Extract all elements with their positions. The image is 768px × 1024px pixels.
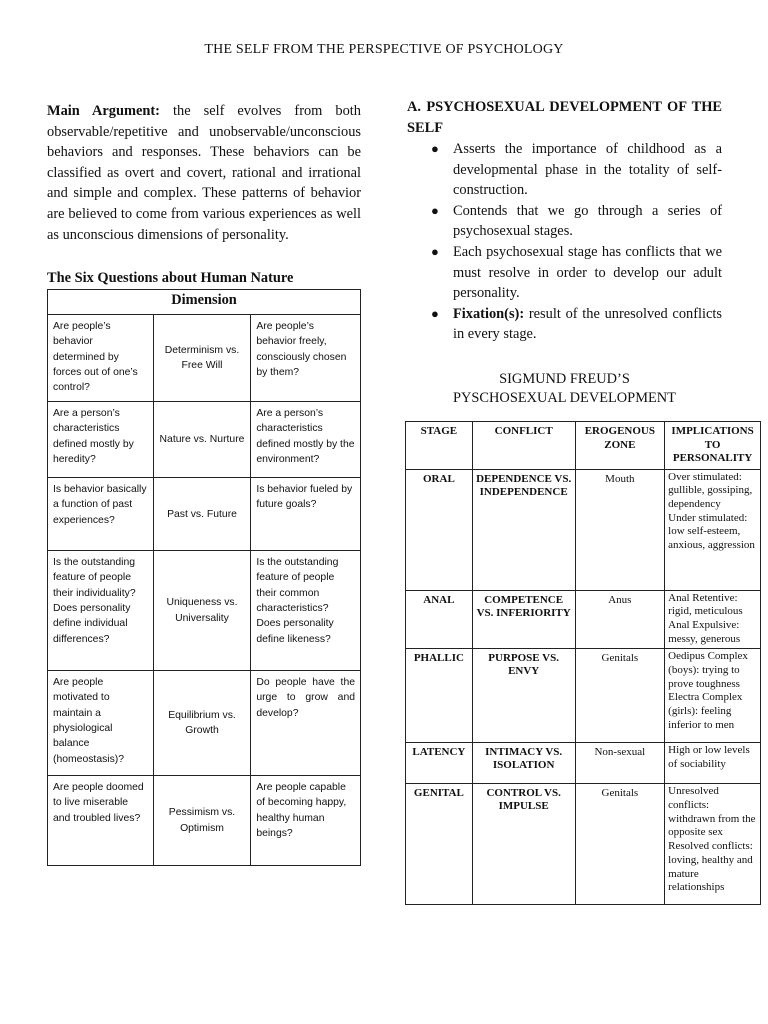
table-row xyxy=(406,590,761,649)
right-question: Are a person’s characteristics defined mostly by the environment? xyxy=(251,402,361,478)
table-row xyxy=(48,478,361,551)
conflict-cell: CONTROL VS. IMPULSE xyxy=(472,784,575,905)
dimension-header: Dimension xyxy=(48,290,361,315)
table-row xyxy=(48,315,361,402)
left-question: Are people motivated to maintain a physiological balance (homeostasis)? xyxy=(48,671,154,776)
implication-line: Resolved conflicts: loving, healthy and mature relationships xyxy=(668,840,753,894)
table-row xyxy=(406,649,761,743)
main-argument-paragraph xyxy=(47,101,361,245)
implications-cell xyxy=(665,469,761,590)
bullet-text: result of the unresolved conflicts in every stage. xyxy=(453,305,722,343)
table-row xyxy=(406,784,761,905)
header-zone: EROGENOUS ZONE xyxy=(575,422,665,470)
list-item xyxy=(431,139,722,201)
implications-cell xyxy=(665,590,761,649)
header-stage: STAGE xyxy=(406,422,473,470)
left-column xyxy=(47,101,361,866)
bullet-text: Each psychosexual stage has conflicts that we must resolve in order to develop our adult personality. xyxy=(453,243,722,302)
stage-cell: ANAL xyxy=(406,590,473,649)
left-question: Is behavior basically a function of past experiences? xyxy=(48,478,154,551)
freud-title-line1: SIGMUND FREUD’S xyxy=(499,371,630,387)
zone-cell: Genitals xyxy=(575,784,665,905)
dimension-cell: Nature vs. Nurture xyxy=(153,402,251,478)
implication-line: Electra Complex (girls): feeling inferior to men xyxy=(668,691,743,731)
dimension-cell: Pessimism vs. Optimism xyxy=(153,776,251,866)
conflict-cell: PURPOSE VS. ENVY xyxy=(472,649,575,743)
freud-header-row xyxy=(406,422,761,470)
header-implications: IMPLICATIONS TO PERSONALITY xyxy=(665,422,761,470)
dimension-cell: Equilibrium vs. Growth xyxy=(153,671,251,776)
table-row xyxy=(48,551,361,671)
list-item xyxy=(431,304,722,345)
implications-cell xyxy=(665,784,761,905)
implication-line: Under stimulated: low self-esteem, anxious, aggression xyxy=(668,511,755,552)
implication-line: Oedipus Complex (boys): trying to prove toughness xyxy=(668,650,748,690)
implication-line: Unresolved conflicts: withdrawn from the opposite sex xyxy=(668,785,756,839)
right-column xyxy=(407,97,722,345)
document-title: THE SELF FROM THE PERSPECTIVE OF PSYCHOLOGY xyxy=(204,42,564,57)
bullet-icon: ● xyxy=(431,202,439,218)
conflict-cell: INTIMACY VS. ISOLATION xyxy=(472,743,575,784)
bullet-text: Asserts the importance of childhood as a developmental phase in the totality of self-construction. xyxy=(453,141,722,199)
dimension-cell: Determinism vs. Free Will xyxy=(153,315,251,402)
implication-line: Over stimulated: gullible, gossiping, dependency xyxy=(668,470,753,510)
implication-line: Anal Retentive: rigid, meticulous xyxy=(668,591,743,618)
right-question: Do people have the urge to grow and develop? xyxy=(251,671,361,776)
section-a-heading: A. PSYCHOSEXUAL DEVELOPMENT OF THE SELF xyxy=(407,99,722,136)
conflict-cell: DEPENDENCE VS. INDEPENDENCE xyxy=(472,469,575,590)
list-item xyxy=(431,242,722,304)
right-question: Is behavior fueled by future goals? xyxy=(251,478,361,551)
stage-cell: LATENCY xyxy=(406,743,473,784)
stage-cell: ORAL xyxy=(406,469,473,590)
right-question: Are people capable of becoming happy, healthy human beings? xyxy=(251,776,361,866)
implications-cell xyxy=(665,743,761,784)
dimension-cell: Past vs. Future xyxy=(153,478,251,551)
implication-line: Anal Expulsive: messy, generous xyxy=(668,618,741,645)
left-question: Is the outstanding feature of people their individuality? Does personality define individual differences? xyxy=(48,551,154,671)
table-row xyxy=(48,776,361,866)
table-row xyxy=(406,469,761,590)
bullet-text: Contends that we go through a series of psychosexual stages. xyxy=(453,202,722,240)
dimension-cell: Uniqueness vs. Universality xyxy=(153,551,251,671)
stage-cell: PHALLIC xyxy=(406,649,473,743)
table-row xyxy=(48,671,361,776)
zone-cell: Mouth xyxy=(575,469,665,590)
bullet-icon: ● xyxy=(431,243,439,259)
main-argument-label: Main Argument: xyxy=(47,103,160,119)
six-questions-header-row xyxy=(48,290,361,315)
six-questions-heading: The Six Questions about Human Nature xyxy=(47,270,294,287)
right-question: Are people’s behavior freely, consciously chosen by them? xyxy=(251,315,361,402)
main-argument-text: the self evolves from both observable/repetitive and unobservable/unconscious behaviors and responses. These behaviors can be classified as overt and covert, rational and irrational and simple and complex. These patterns of behavior are believed to come from various experiences as well as unconscious dimensions of personality. xyxy=(47,103,361,243)
zone-cell: Non-sexual xyxy=(575,743,665,784)
header-conflict: CONFLICT xyxy=(472,422,575,470)
conflict-cell: COMPETENCE VS. INFERIORITY xyxy=(472,590,575,649)
zone-cell: Anus xyxy=(575,590,665,649)
table-row xyxy=(406,743,761,784)
implication-line: High or low levels of sociability xyxy=(668,744,750,771)
bullet-icon: ● xyxy=(431,305,439,321)
stage-cell: GENITAL xyxy=(406,784,473,905)
left-question: Are people’s behavior determined by forces out of one’s control? xyxy=(48,315,154,402)
freud-title-line2: PYSCHOSEXUAL DEVELOPMENT xyxy=(453,389,676,406)
list-item xyxy=(431,201,722,242)
freud-table-title xyxy=(407,370,722,407)
bullet-icon: ● xyxy=(431,141,439,156)
right-question: Is the outstanding feature of people their common characteristics? Does personality define likeness? xyxy=(251,551,361,671)
six-questions-table xyxy=(47,289,361,866)
zone-cell: Genitals xyxy=(575,649,665,743)
implications-cell xyxy=(665,649,761,743)
fixation-label: Fixation(s): xyxy=(453,305,525,322)
table-row xyxy=(48,402,361,478)
left-question: Are a person’s characteristics defined mostly by heredity? xyxy=(48,402,154,478)
section-a-bullets xyxy=(407,139,722,345)
left-question: Are people doomed to live miserable and troubled lives? xyxy=(48,776,154,866)
freud-stages-table xyxy=(405,421,761,905)
